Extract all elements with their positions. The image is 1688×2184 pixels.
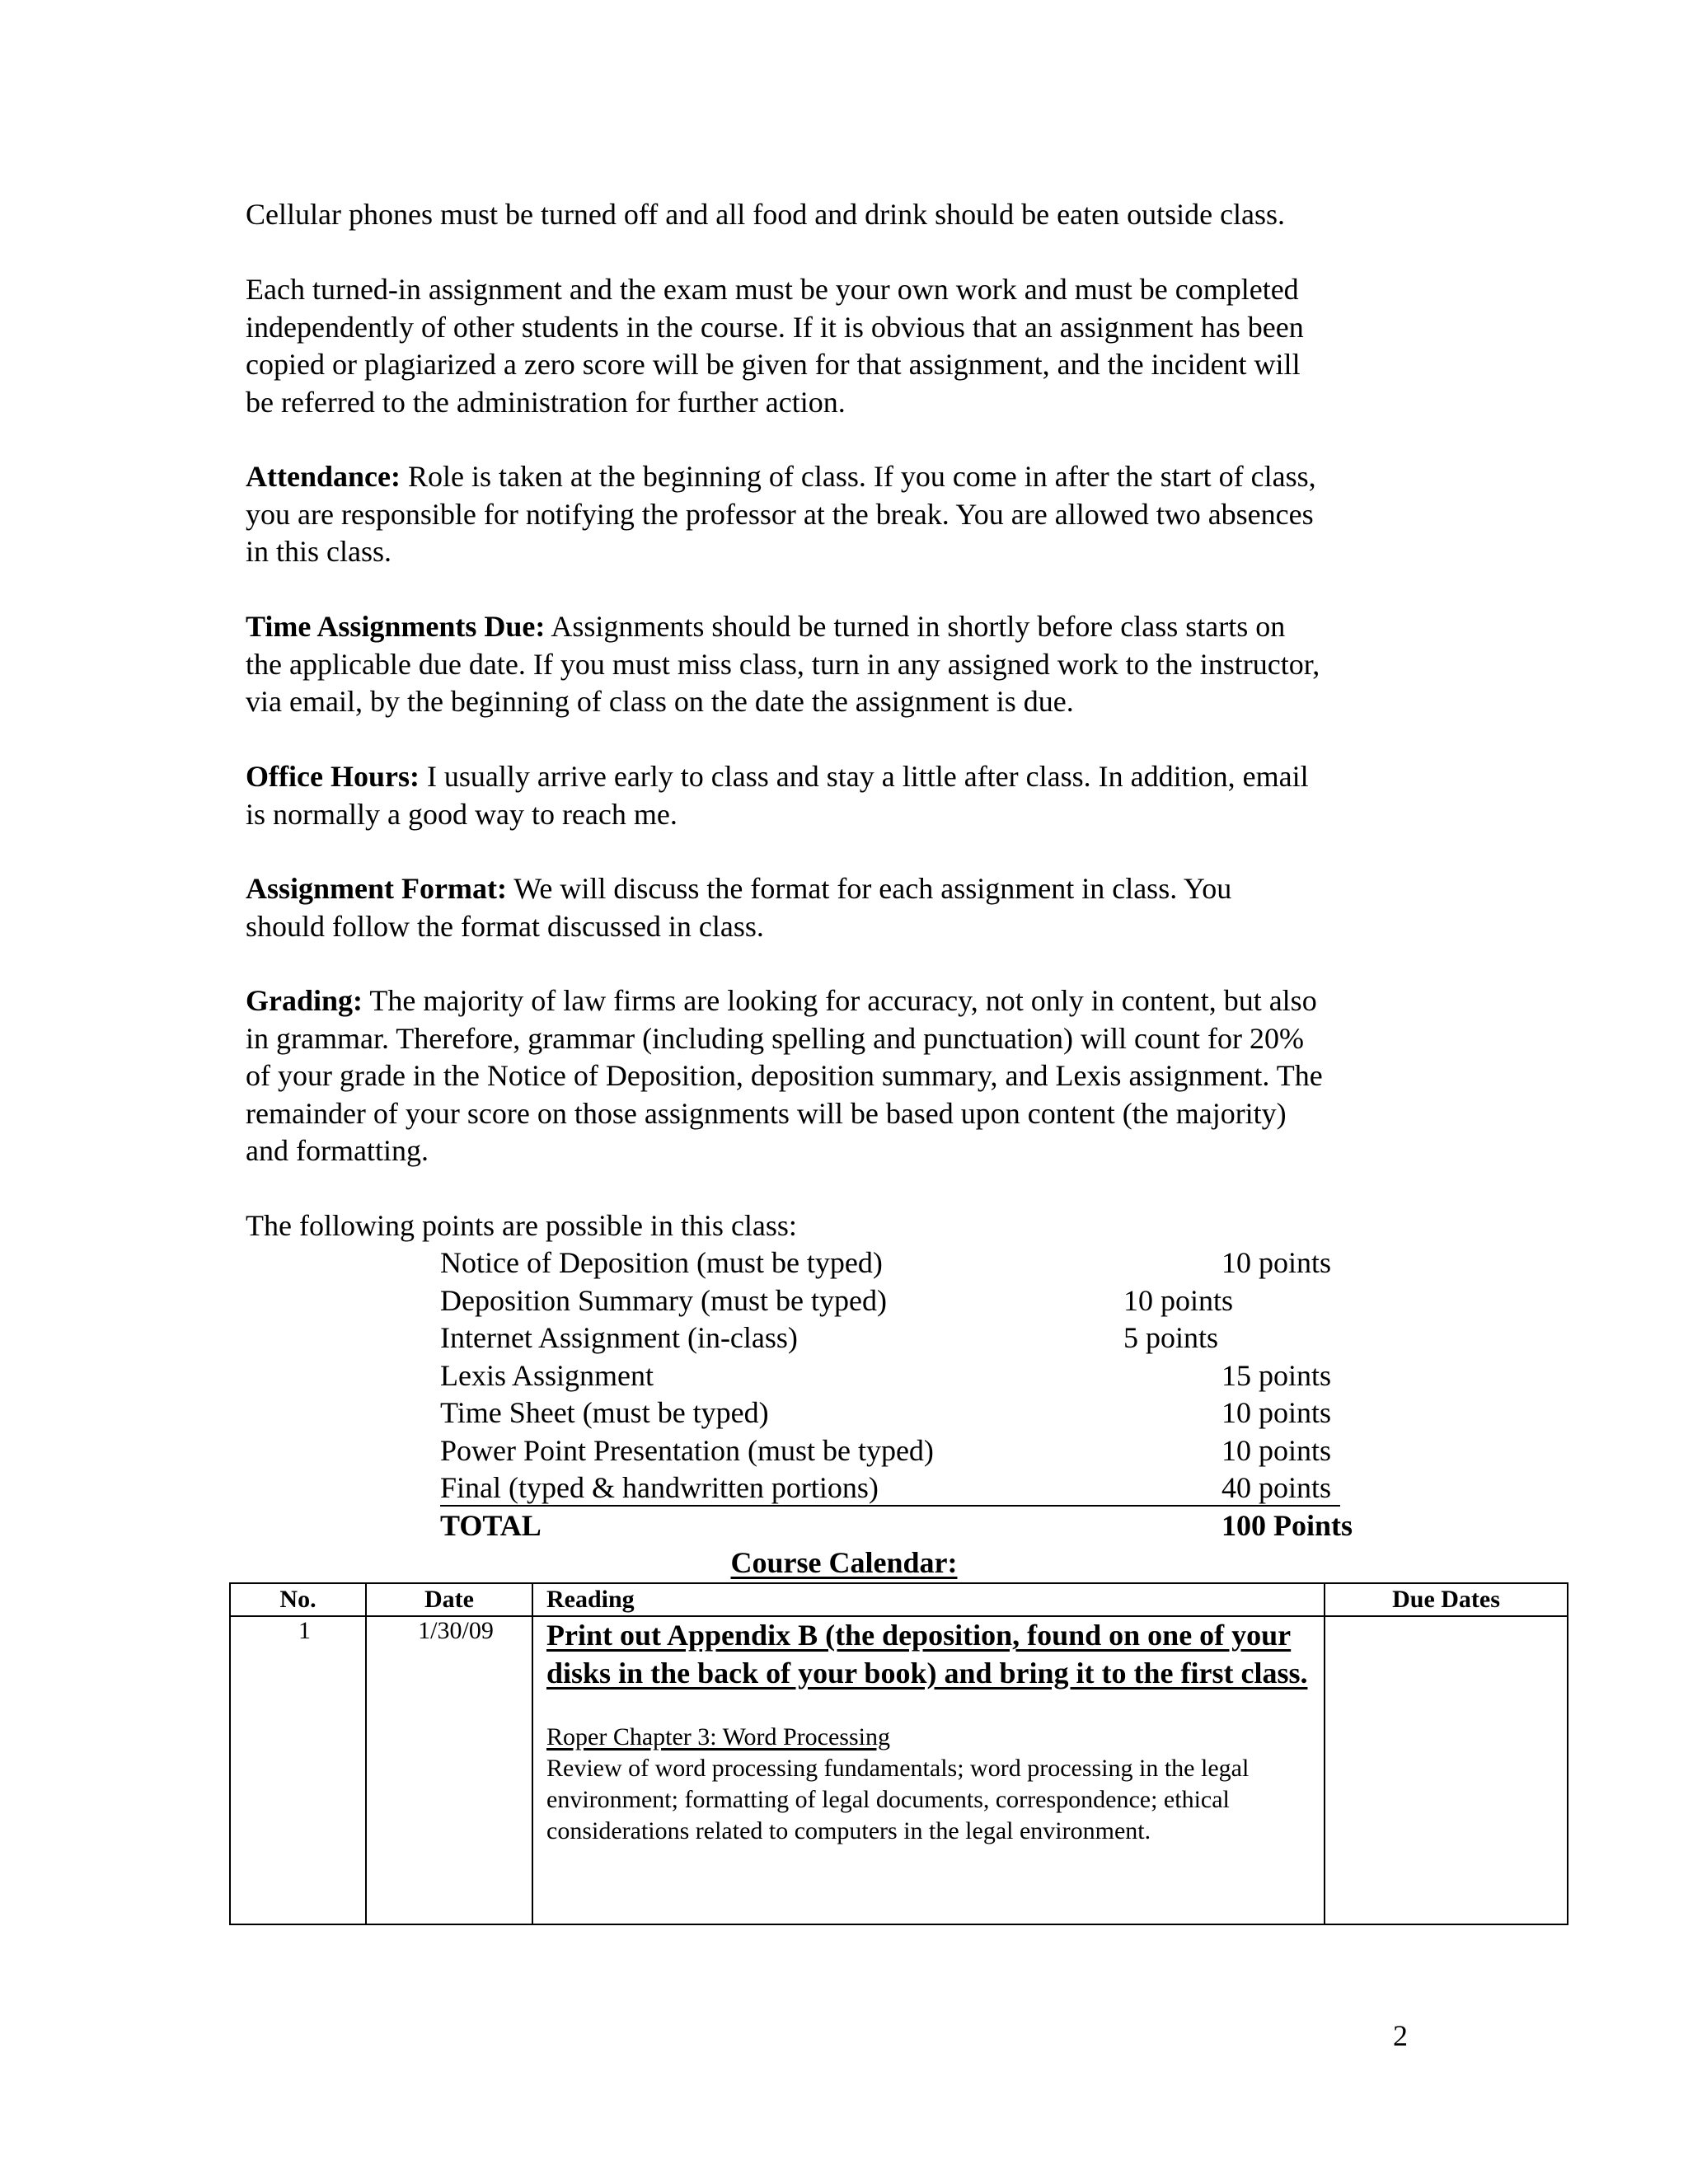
format-line: should follow the format discussed in class. <box>246 909 764 943</box>
time-due-line: via email, by the beginning of class on the date the assignment is due. <box>246 685 1074 718</box>
integrity-line: copied or plagiarized a zero score will be given for that assignment, and the incident will <box>246 348 1301 381</box>
paragraph-attendance <box>246 458 1441 571</box>
table-row <box>230 1616 1568 1924</box>
points-row <box>0 1394 1688 1432</box>
page-number: 2 <box>1393 2019 1408 2052</box>
points-value: 10 points <box>1221 1434 1332 1467</box>
reading-assignment <box>546 1722 1324 1847</box>
paragraph-cell-phones: Cellular phones must be turned off and all food and drink should be eaten outside class. <box>246 198 1286 231</box>
points-label: Time Sheet (must be typed) <box>440 1396 769 1429</box>
header-no: No. <box>230 1583 366 1616</box>
header-reading: Reading <box>532 1583 1325 1616</box>
office-hours-line: I usually arrive early to class and stay a little after class. In addition, email <box>419 760 1309 793</box>
points-label: Deposition Summary (must be typed) <box>440 1284 887 1317</box>
grading-heading: Grading: <box>246 984 363 1017</box>
attendance-line: in this class. <box>246 535 392 568</box>
points-label: Final (typed & handwritten portions) <box>440 1471 879 1504</box>
course-calendar-table <box>229 1582 1568 1925</box>
reading-description: Review of word processing fundamentals; word processing in the legal environment; formatting of legal documents, correspondence; ethical considerations related to computers in the legal environment. <box>546 1755 1250 1844</box>
attendance-line: you are responsible for notifying the professor at the break. You are allowed two absences <box>246 497 1314 531</box>
points-row <box>0 1357 1688 1394</box>
paragraph-format <box>246 870 1441 945</box>
grading-line: The majority of law firms are looking for accuracy, not only in content, but also <box>363 984 1317 1017</box>
row-number: 1 <box>230 1616 366 1924</box>
points-label: Internet Assignment (in-class) <box>440 1321 798 1354</box>
row-due-date <box>1325 1616 1568 1924</box>
paragraph-grading <box>246 982 1441 1170</box>
points-row <box>0 1319 1688 1357</box>
integrity-line: Each turned-in assignment and the exam must be your own work and must be completed <box>246 273 1299 306</box>
time-due-line: Assignments should be turned in shortly before class starts on <box>545 610 1286 643</box>
header-date: Date <box>366 1583 532 1616</box>
office-hours-heading: Office Hours: <box>246 760 420 793</box>
paragraph-office-hours <box>246 758 1441 833</box>
attendance-line: Role is taken at the beginning of class. If you come in after the start of class, <box>400 460 1316 493</box>
grading-line: in grammar. Therefore, grammar (including spelling and punctuation) will count for 20% <box>246 1021 1304 1055</box>
integrity-line: independently of other students in the course. If it is obvious that an assignment has been <box>246 310 1304 344</box>
points-label: Power Point Presentation (must be typed) <box>440 1434 934 1467</box>
grading-line: remainder of your score on those assignments will be based upon content (the majority) <box>246 1096 1287 1130</box>
time-due-heading: Time Assignments Due: <box>246 610 546 643</box>
points-value: 5 points <box>1123 1321 1219 1354</box>
grading-line: of your grade in the Notice of Deposition, deposition summary, and Lexis assignment. The <box>246 1059 1323 1092</box>
row-date: 1/30/09 <box>366 1616 532 1924</box>
points-value: 40 points <box>1221 1471 1332 1504</box>
format-line: We will discuss the format for each assignment in class. You <box>506 872 1232 905</box>
points-total-row <box>0 1507 1688 1544</box>
points-row <box>0 1282 1688 1319</box>
office-hours-line: is normally a good way to reach me. <box>246 797 678 831</box>
points-row <box>0 1469 1688 1507</box>
header-due-dates: Due Dates <box>1325 1583 1568 1616</box>
format-heading: Assignment Format: <box>246 872 507 905</box>
row-reading <box>532 1616 1325 1924</box>
points-value: 15 points <box>1221 1359 1332 1392</box>
attendance-heading: Attendance: <box>246 460 401 493</box>
points-value: 10 points <box>1123 1284 1234 1317</box>
points-total-value: 100 Points <box>1221 1509 1353 1542</box>
paragraph-time-due <box>246 608 1441 721</box>
points-label: Notice of Deposition (must be typed) <box>440 1246 883 1279</box>
grading-line: and formatting. <box>246 1134 429 1167</box>
points-intro: The following points are possible in this class: <box>246 1209 797 1242</box>
calendar-header-row <box>230 1583 1568 1616</box>
points-total-rule <box>440 1505 1340 1507</box>
reading-chapter-title: Roper Chapter 3: Word Processing <box>546 1723 890 1750</box>
integrity-line: be referred to the administration for further action. <box>246 385 846 419</box>
paragraph-integrity <box>246 271 1441 421</box>
time-due-line: the applicable due date. If you must miss class, turn in any assigned work to the instructor, <box>246 647 1320 681</box>
points-total-label: TOTAL <box>440 1509 542 1542</box>
points-row <box>0 1244 1688 1282</box>
points-row <box>0 1432 1688 1469</box>
points-value: 10 points <box>1221 1246 1332 1279</box>
calendar-title: Course Calendar: <box>730 1546 958 1579</box>
reading-instruction: Print out Appendix B (the deposition, found on one of your disks in the back of your book) and bring it to the first class. <box>546 1619 1308 1690</box>
points-label: Lexis Assignment <box>440 1359 654 1392</box>
points-value: 10 points <box>1221 1396 1332 1429</box>
